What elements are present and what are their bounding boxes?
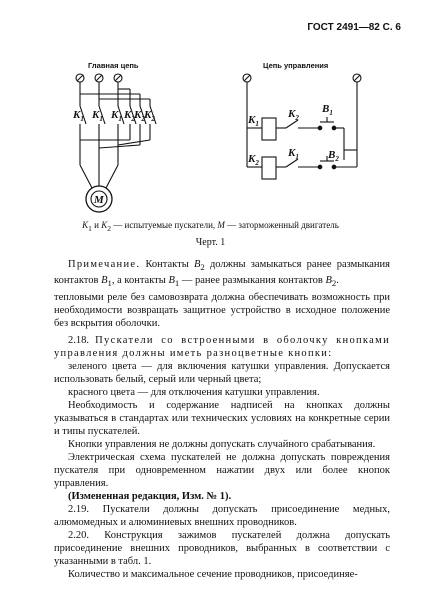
ctrl-k2-row2-label: $K_2$ [248, 153, 259, 167]
main-circuit-title: Главная цепь [88, 61, 139, 70]
main-k2c-label: $K_2$ [144, 109, 155, 123]
paragraph: красного цвета — для отключения катушки управления. [68, 387, 320, 398]
paragraph: Количество и максимальное сечение проводников, присоединяе- [68, 569, 358, 580]
paragraph-2-19: 2.19. Пускатели должны допускать присоединение медных, алюмомедных и алюминиевых внешних проводников. [54, 504, 390, 528]
ctrl-k1-label: $K_1$ [248, 114, 259, 128]
paragraph-2-20: 2.20. Конструкция зажимов пускателей должна допускать присоединение внешних проводников, выбранных в соответствии с указанными в табл. 1. [54, 530, 390, 567]
main-k1-label: $K_1$ [73, 109, 84, 123]
paragraph: Кнопки управления не должны допускать случайного срабатывания. [68, 439, 376, 450]
note-paragraph: Примечание. Контакты $B_2$ должны замыкаться ранее размыкания контактов $B_1$, а контакты $B_1$ — ранее размыкания контактов $B_2$. [54, 259, 390, 289]
paragraph-2-18: 2.18. Пускатели со встроенными в оболочку кнопками управления должны иметь разноцветные кнопки: [54, 335, 390, 359]
paragraph: Необходимость и содержание надписей на кнопках должны указываться в стандартах или технических условиях на конкретные серии и типы пускателей. [54, 400, 390, 437]
main-circuit [76, 74, 156, 212]
control-circuit-title: Цепь управления [263, 61, 329, 70]
paragraph: Электрическая схема пускателей не должна допускать повреждения пускателя при одновременном нажатии двух или более кнопок управления. [54, 452, 390, 489]
figure-caption: $K_1$ и $K_2$ — испытуемые пускатели, M — заторможенный двигатель [82, 220, 339, 233]
motor-label: M [94, 194, 104, 206]
ctrl-b1-label: $B_1$ [322, 103, 333, 117]
main-k1c-label: $K_1$ [111, 109, 122, 123]
amendment-note: (Измененная редакция, Изм. № 1). [68, 491, 232, 502]
main-k1b-label: $K_1$ [92, 109, 103, 123]
main-k2b-label: $K_2$ [134, 109, 145, 123]
circuit-diagram [0, 0, 421, 220]
ctrl-k1-row2-label: $K_1$ [288, 147, 299, 161]
control-circuit [243, 74, 361, 179]
ctrl-b2-label: $B_2$ [328, 149, 339, 163]
main-k2a-label: $K_2$ [124, 109, 135, 123]
paragraph: тепловыми реле без самовозврата должна обеспечивать возможность при необходимости возвращать защитное устройство в исходное положение без вскрытия оболочки. [54, 292, 390, 329]
body-text [54, 291, 390, 581]
figure-label: Черт. 1 [195, 237, 226, 248]
ctrl-k2-label: $K_2$ [288, 108, 299, 122]
page-header: ГОСТ 2491—82 С. 6 [307, 22, 401, 33]
paragraph: зеленого цвета — для включения катушки управления. Допускается использовать белый, серый или черный цвета; [54, 361, 390, 385]
